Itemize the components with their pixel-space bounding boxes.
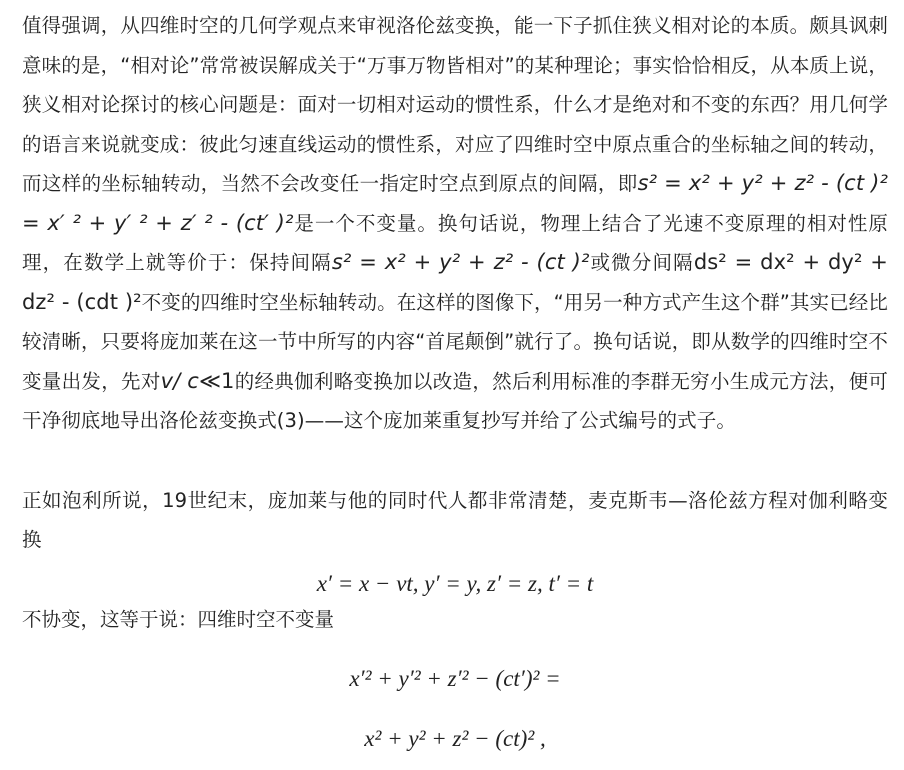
interval-formula-inline-2: s² = x² + y² + z² - (ct )² — [331, 250, 590, 274]
paragraph-lorentz-geometry — [22, 6, 888, 441]
invariant-equation-line-2: x² + y² + z² − (ct)² , — [364, 725, 546, 751]
galilean-transform-equation: x′ = x − vt, y′ = y, z′ = z, t′ = t — [316, 570, 594, 596]
text-run-5: 的经典伽利略变换加以改造，然后利用标准的李群无穷小生成元方法，便可干净彻底地导出洛伦兹变换式(3)——这个庞加莱重复抄写并给了公式编号的式子。 — [22, 369, 888, 432]
invariant-equation-line-1: x′² + y′² + z′² − (ct′)² = — [349, 665, 561, 691]
not-covariant-text: 不协变，这等于说：四维时空不变量 — [22, 607, 335, 631]
paragraph-gap — [22, 441, 888, 481]
interval-formula-inline: s² = x² + y² + z² - (ct )² = x′ ² + y′ ² + z′ ² - (ct′ )² — [22, 171, 888, 235]
text-run-2: 是一个不变量。换句话说，物理上结合了光速不变原理的相对性原理，在数学上就等价于：保持间隔 — [22, 211, 888, 274]
text-run-3: 或微分间隔 — [589, 251, 694, 274]
text-run-1: 值得强调，从四维时空的几何学观点来审视洛伦兹变换，能一下子抓住狭义相对论的本质。颇具讽刺意味的是，“相对论”常常被误解成关于“万事万物皆相对”的某种理论；事实恰恰相反，从本质上说，狭义相对论探讨的核心问题是：面对一切相对运动的惯性系，什么才是绝对和不变的东西？用几何学的语言来说就变成：彼此匀速直线运动的惯性系，对应了四维时空中原点重合的坐标轴之间的转动，而这样的坐标轴转动，当然不会改变任一指定时空点到原点的间隔，即 — [22, 14, 888, 195]
differential-interval-formula: ds² = dx² + dy² + dz² - (cdt )² — [22, 250, 888, 314]
much-less-than-one: ≪1 — [198, 368, 235, 393]
text-run-4: 不变的四维时空坐标轴转动。在这样的图像下，“用另一种方式产生这个群”其实已经比较清晰，只要将庞加莱在这一节中所写的内容“首尾颠倒”就行了。换句话说，即从数学的四维时空不变量出发，先对 — [22, 290, 889, 393]
paragraph-pauli — [22, 481, 888, 560]
article-body — [22, 6, 888, 762]
velocity-ratio: v/ c — [160, 368, 199, 393]
pauli-text-run: 正如泡利所说，19世纪末，庞加莱与他的同时代人都非常清楚，麦克斯韦—洛伦兹方程对伽利略变换 — [22, 488, 888, 551]
